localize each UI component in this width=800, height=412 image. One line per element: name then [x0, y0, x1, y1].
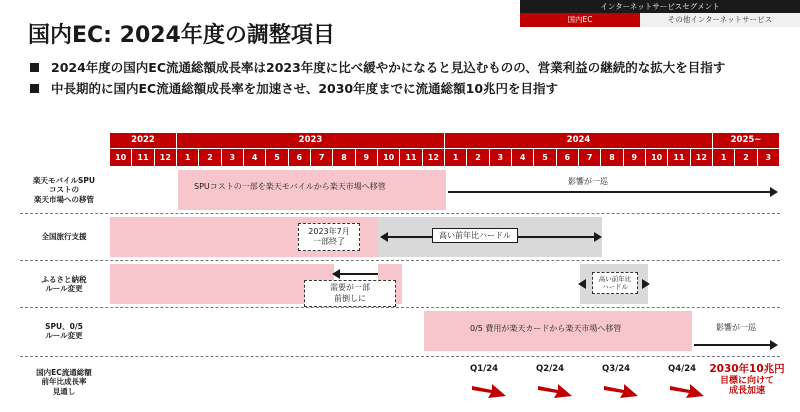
month-cell: 2: [735, 149, 757, 166]
row3-left-arrow: [332, 268, 380, 280]
row-separator: [20, 356, 780, 357]
month-cell: 1: [177, 149, 199, 166]
row1-arrow-text: 影響が一巡: [568, 177, 608, 186]
goal-line-3: 成長加速: [728, 386, 765, 397]
page-title: 国内EC: 2024年度の調整項目: [28, 23, 335, 48]
month-cell: 11: [132, 149, 154, 166]
month-cell: 12: [691, 149, 713, 166]
row3-pink-bar: [110, 264, 334, 304]
row-label-spu-05: SPU、0/5 ルール変更: [45, 321, 83, 340]
row-label-travel-support: 全国旅行支援: [41, 232, 87, 242]
row2-callout: 2023年7月 一部終了: [298, 223, 360, 251]
row3-double-arrow: [578, 278, 650, 290]
month-cell: 7: [579, 149, 601, 166]
row4-arrow-text: 影響が一巡: [716, 323, 756, 332]
year-cell: 2024: [445, 133, 713, 148]
month-cell: 12: [423, 149, 445, 166]
row-label-mobile-spu: 楽天モバイルSPU コストの 楽天市場への移管: [33, 175, 95, 204]
row3-callout: 需要が一部 前倒しに: [304, 280, 396, 307]
quarter-arrow-q3-icon: [602, 378, 640, 400]
quarter-label-q2: Q2/24: [536, 364, 565, 374]
goal-text: [706, 363, 788, 397]
segment-tab-other-internet[interactable]: その他インターネットサービス: [640, 13, 800, 27]
quarter-arrow-q4-icon: [668, 378, 706, 400]
row-label-furusato: ふるさと納税 ルール変更: [41, 274, 87, 293]
bullet-1-text: 2024年度の国内EC流通総額成長率は2023年度に比べ緩やかになると見込むものの、営業利益の継続的な拡大を目指す: [51, 60, 726, 75]
month-cell: 8: [601, 149, 623, 166]
row-label-growth-outlook: 国内EC流通総額 前年比成長率 見通し: [36, 367, 92, 396]
month-cell: 3: [222, 149, 244, 166]
row4-arrow: [694, 339, 778, 351]
quarter-arrow-q2-icon: [536, 378, 574, 400]
row-separator: [20, 260, 780, 261]
month-cell: 6: [289, 149, 311, 166]
year-cell: 2022: [110, 133, 177, 148]
month-cell: 7: [311, 149, 333, 166]
month-cell: 1: [445, 149, 467, 166]
row2-arrow-text: 高い前年比ハードル: [432, 228, 518, 243]
month-cell: 10: [646, 149, 668, 166]
goal-line-2: 目標に向けて: [719, 375, 774, 386]
month-cell: 6: [557, 149, 579, 166]
month-cell: 4: [244, 149, 266, 166]
bullet-2-text: 中長期的に国内EC流通総額成長率を加速させ、2030年度までに流通総額10兆円を目指す: [51, 81, 559, 96]
row4-bar-text: 0/5 費用が楽天カードから楽天市場へ移管: [470, 324, 622, 333]
quarter-arrow-q1-icon: [470, 378, 508, 400]
month-cell: 10: [378, 149, 400, 166]
month-cell: 3: [490, 149, 512, 166]
month-cell: 12: [155, 149, 177, 166]
month-cell: 8: [333, 149, 355, 166]
month-cell: 9: [624, 149, 646, 166]
month-cell: 11: [400, 149, 422, 166]
segment-tab-domestic-ec[interactable]: 国内EC: [520, 13, 640, 27]
segment-header: インターネットサービスセグメント: [520, 0, 800, 13]
quarter-label-q3: Q3/24: [602, 364, 631, 374]
row-separator: [20, 213, 780, 214]
quarter-label-q4: Q4/24: [668, 364, 697, 374]
row3-callout-2: 高い前年比 ハードル: [592, 272, 638, 294]
row1-bar-text: SPUコストの一部を楽天モバイルから楽天市場へ移管: [194, 182, 386, 191]
month-cell: 2: [199, 149, 221, 166]
month-cell: 10: [110, 149, 132, 166]
month-cell: 11: [668, 149, 690, 166]
month-cell: 9: [356, 149, 378, 166]
month-cell: 2: [467, 149, 489, 166]
month-cell: 1: [713, 149, 735, 166]
month-cell: 3: [758, 149, 780, 166]
month-cell: 5: [266, 149, 288, 166]
quarter-label-q1: Q1/24: [470, 364, 499, 374]
month-cell: 5: [534, 149, 556, 166]
month-cell: 4: [512, 149, 534, 166]
goal-line-1: 2030年10兆円: [709, 363, 785, 375]
row-separator: [20, 307, 780, 308]
year-cell: 2023: [177, 133, 445, 148]
row1-arrow: [448, 186, 778, 198]
year-cell: 2025~: [713, 133, 780, 148]
